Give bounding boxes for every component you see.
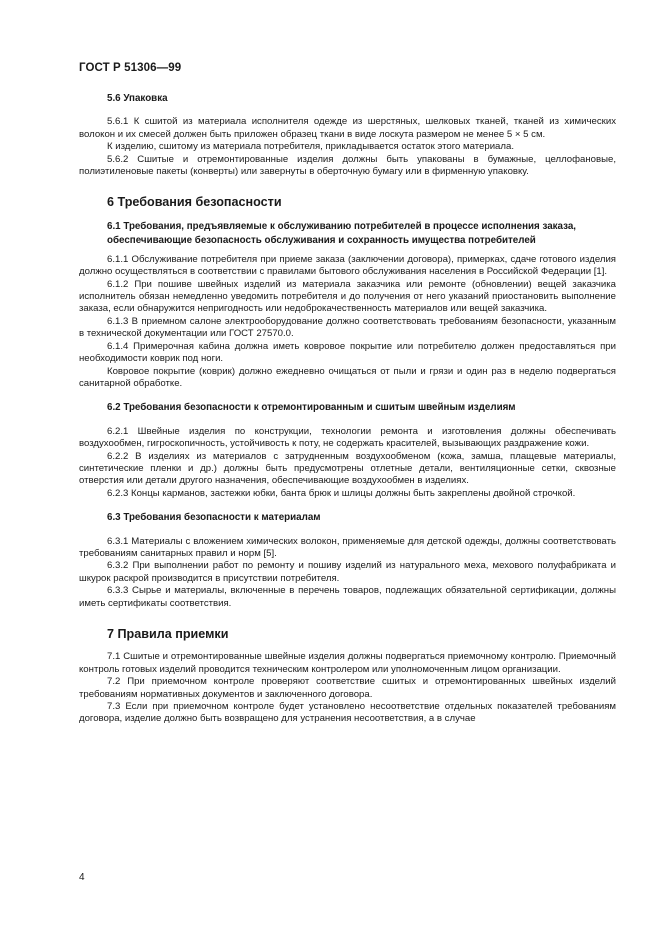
paragraph-6-1-4-cont: Ковровое покрытие (коврик) должно ежедневно очищаться от пыли и грязи и один раз в неделю подвергаться санитарной обработке. [79,365,616,389]
section-7-title: 7 Правила приемки [107,627,229,641]
paragraph-7-3: 7.3 Если при приемочном контроле будет установлено несоответствие отдельных показателей требованиям договора, изделие должно быть возвращено для устранения несоответствия, а в случае [79,701,616,725]
section-6-title: 6 Требования безопасности [107,195,282,210]
paragraph-7-1: 7.1 Сшитые и отремонтированные швейные изделия должны подвергаться приемочному контролю. Приемочный контроль готовых изделий проводится техническим контролером или уполномоченным лицом организации. [79,651,616,675]
section-6-3-title: 6.3 Требования безопасности к материалам [107,512,321,524]
paragraph-6-1-4: 6.1.4 Примерочная кабина должна иметь ковровое покрытие или потребителю должен предоставляться при необходимости коврик под ноги. [79,340,616,365]
paragraph-7-2: 7.2 При приемочном контроле проверяют соответствие сшитых и отремонтированных швейных изделий требованиям нормативных документов и заключенного договора. [79,676,616,700]
paragraph-6-3-2: 6.3.2 При выполнении работ по ремонту и пошиву изделий из натурального меха, мехового полуфабриката и шкурок раскрой производится в присутствии потребителя. [79,560,616,584]
paragraph-6-3-1: 6.3.1 Материалы с вложением химических волокон, применяемые для детской одежды, должны соответствовать требованиям санитарных правил и норм [5]. [79,535,616,559]
page-number: 4 [79,872,85,883]
paragraph-5-6-1: 5.6.1 К сшитой из материала исполнителя одежде из шерстяных, шелковых тканей, тканей из химических волокон и их смесей должен быть приложен образец ткани в виде лоскута размером не менее 5 × 5 см. [79,116,616,140]
paragraph-6-2-2: 6.2.2 В изделиях из материалов с затрудненным воздухообменом (кожа, замша, плащевые материалы, синтетические пленки и др.) должны быть предусмотрены отлетные детали, вентиляционные сетки, сквозные отверстия или детали другого назначения, обеспечивающие воздухообмен в изделиях. [79,450,616,487]
paragraph-6-3-3: 6.3.3 Сырье и материалы, включенные в перечень товаров, подлежащих обязательной сертификации, должны иметь сертификаты соответствия. [79,585,616,609]
paragraph-6-2-1: 6.2.1 Швейные изделия по конструкции, технологии ремонта и изготовления должны обеспечивать воздухообмен, гигроскопичность, устойчивость к поту, не содержать красителей, вызывающих раздражение кожи. [79,425,616,450]
paragraph-5-6-2: 5.6.2 Сшитые и отремонтированные изделия должны быть упакованы в бумажные, целлофановые, полиэтиленовые пакеты (конверты) или завернуты в оберточную бумагу или в фирменную упаковку. [79,153,616,178]
section-5-6-title: 5.6 Упаковка [107,93,168,104]
section-6-2-title: 6.2 Требования безопасности к отремонтированным и сшитым швейным изделиям [107,402,516,414]
paragraph-5-6-1-cont: К изделию, сшитому из материала потребителя, прикладывается остаток этого материала. [107,141,514,153]
section-6-1-title: 6.1 Требования, предъявляемые к обслуживанию потребителей в процессе исполнения заказа, обеспечивающие безопасность обслуживания и сохранность имущества потребителей [107,220,577,246]
paragraph-6-1-2: 6.1.2 При пошиве швейных изделий из материала заказчика или ремонте (обновлении) вещей заказчика исполнитель обязан немедленно уведомить потребителя и до получения от него указаний приостановить выполнение заказа, если обнаружится непригодность или недоброкачественность материалов или вещей заказчика. [79,278,616,315]
paragraph-6-1-3: 6.1.3 В приемном салоне электрооборудование должно соответствовать требованиям безопасности, указанным в технической документации или ГОСТ 27570.0. [79,315,616,340]
paragraph-6-1-1: 6.1.1 Обслуживание потребителя при приеме заказа (заключении договора), примерках, сдаче готового изделия должно осуществляться в соответствии с правилами бытового обслуживания населения в Российской Федерации [1]. [79,253,616,278]
document-header: ГОСТ Р 51306—99 [79,62,182,74]
paragraph-6-2-3: 6.2.3 Концы карманов, застежки юбки, банта брюк и шлицы должны быть закреплены двойной строчкой. [107,487,576,499]
document-body [79,93,616,726]
